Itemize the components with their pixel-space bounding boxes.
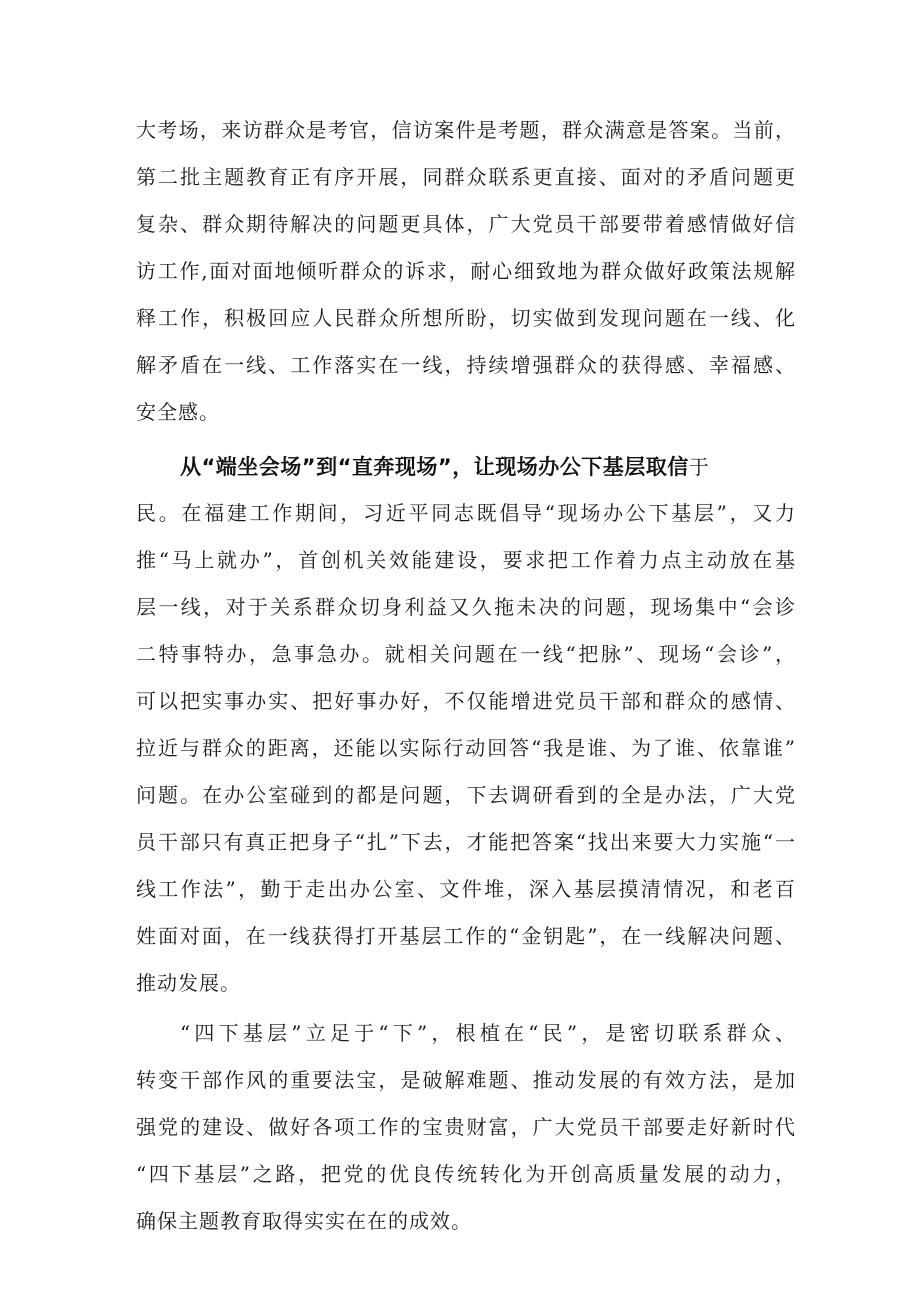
paragraph-3-line-3: 强党的建设、做好各项工作的宝贵财富，广大党员干部要走好新时代 <box>136 1115 796 1139</box>
paragraph-2-line-7: 问题。在办公室碰到的都是问题，下去调研看到的全是办法，广大党 <box>136 783 796 807</box>
paragraph-1-line-5: 释工作，积极回应人民群众所想所盼，切实做到发现问题在一线、化 <box>136 306 796 330</box>
paragraph-2-line-9: 线工作法”，勤于走出办公室、文件堆，深入基层摸清情况，和老百 <box>136 877 796 901</box>
paragraph-3-line-2: 转变干部作风的重要法宝，是破解难题、推动发展的有效方法，是加 <box>136 1068 796 1092</box>
section-heading-tail: 于 <box>688 455 710 479</box>
paragraph-1-line-6: 解矛盾在一线、工作落实在一线，持续增强群众的获得感、幸福感、 <box>136 353 796 377</box>
paragraph-3-line-1: “四下基层”立足于“下”，根植在“民”，是密切联系群众、 <box>180 1021 796 1045</box>
paragraph-1-line-3: 复杂、群众期待解决的问题更具体，广大党员干部要带着感情做好信 <box>136 212 796 236</box>
paragraph-1-line-2: 第二批主题教育正有序开展，同群众联系更直接、面对的矛盾问题更 <box>136 165 796 189</box>
paragraph-2-line-8: 员干部只有真正把身子“扎”下去，才能把答案“找出来要大力实施“一 <box>136 830 796 854</box>
paragraph-2-line-4: 二特事特办，急事急办。就相关问题在一线“把脉”、现场“会诊”， <box>136 642 796 666</box>
paragraph-2-line-3: 层一线，对于关系群众切身利益又久拖未决的问题，现场集中“会诊 <box>136 595 796 619</box>
paragraph-2-line-10: 姓面对面，在一线获得打开基层工作的“金钥匙”，在一线解决问题、 <box>136 924 796 948</box>
paragraph-1-line-4: 访工作,面对面地倾听群众的诉求，耐心细致地为群众做好政策法规解 <box>136 259 796 283</box>
paragraph-2-line-2: 推“马上就办”，首创机关效能建设，要求把工作着力点主动放在基 <box>136 548 796 572</box>
paragraph-2-line-11: 推动发展。 <box>136 971 241 995</box>
paragraph-2-line-5: 可以把实事办实、把好事办好，不仅能增进党员干部和群众的感情、 <box>136 689 796 713</box>
paragraph-1-line-1: 大考场，来访群众是考官，信访案件是考题，群众满意是答案。当前， <box>136 118 796 142</box>
paragraph-3-line-5: 确保主题教育取得实实在在的成效。 <box>136 1209 472 1233</box>
paragraph-1-line-7: 安全感。 <box>136 400 220 424</box>
paragraph-3-line-4: “四下基层”之路，把党的优良传统转化为开创高质量发展的动力， <box>136 1162 796 1186</box>
paragraph-2-line-6: 拉近与群众的距离，还能以实际行动回答“我是谁、为了谁、依靠谁” <box>136 736 796 760</box>
paragraph-2-line-1: 民。在福建工作期间，习近平同志既倡导“现场办公下基层”，又力 <box>136 501 796 525</box>
section-heading-text: 从“端坐会场”到“直奔现场”，让现场办公下基层取信 <box>180 455 689 479</box>
section-heading <box>180 451 710 483</box>
